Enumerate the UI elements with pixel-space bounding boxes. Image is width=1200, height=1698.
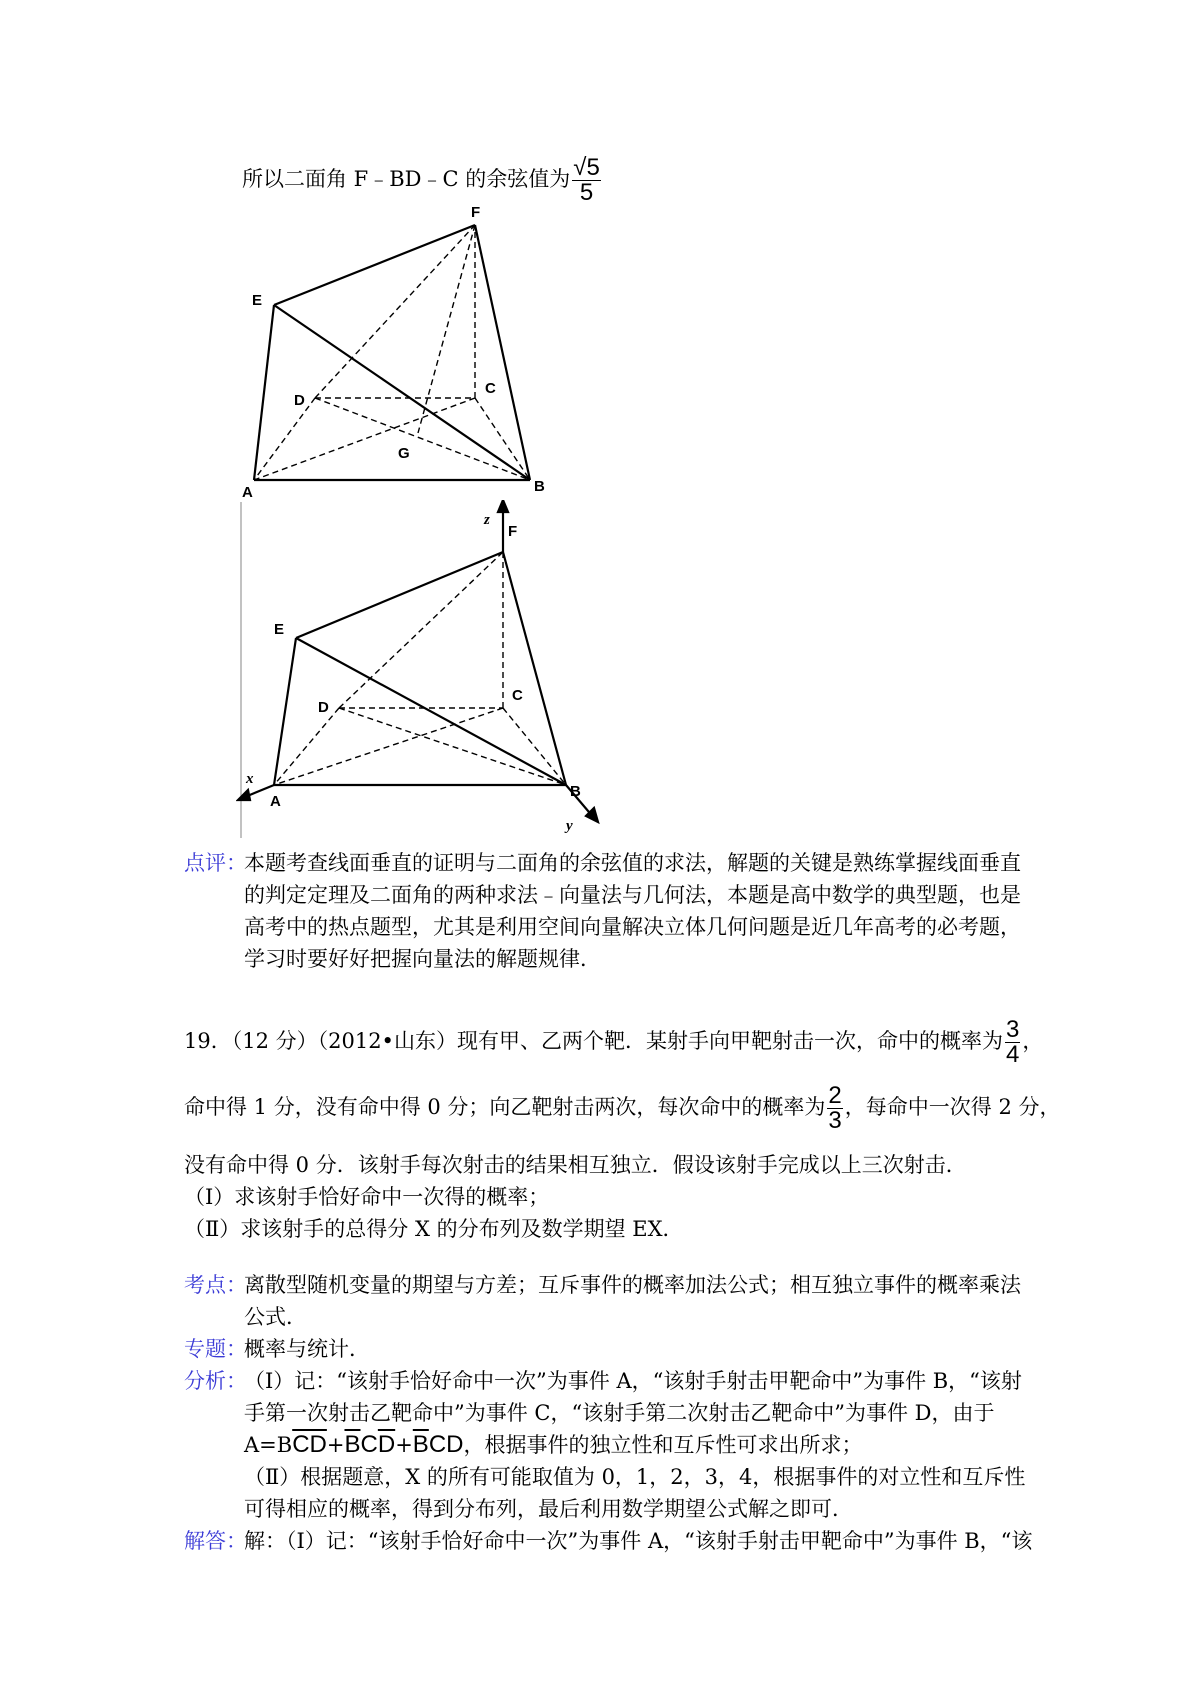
question-part-2: （Ⅱ）求该射手的总得分 X 的分布列及数学期望 EX． [184,1217,684,1241]
edge-EF [296,552,503,638]
label-A: A [270,793,281,810]
fraction-numerator: √5 [573,154,600,181]
cosine-fraction [572,156,601,205]
label-E: E [274,621,285,638]
label-D: D [318,699,329,716]
formula-prefix: A=B [244,1433,293,1457]
label-C: C [485,380,496,397]
edge-FB [503,552,566,785]
conclusion-line [242,156,603,205]
edge-CA [254,398,475,480]
fenxi-line-formula [244,1430,862,1460]
probability-fraction [1005,1018,1020,1067]
edge-EA [254,305,274,480]
label-A: A [242,484,253,501]
fraction-denominator: 5 [579,179,594,206]
edge-DF [339,552,503,708]
label-C: C [512,687,523,704]
edge-DB [315,398,530,480]
question-line-3: 没有命中得 0 分．该射手每次射击的结果相互独立．假设该射手完成以上三次射击． [184,1153,967,1177]
term-CD: CD [428,1431,464,1458]
edge-EF [274,225,475,305]
fraction-denominator: 4 [1005,1041,1020,1068]
label-E: E [252,292,263,309]
edge-DA [254,398,315,480]
comment-line: 的判定定理及二面角的两种求法﹣向量法与几何法，本题是高中数学的典型题，也是 [244,883,1021,907]
label-D: D [294,392,305,409]
fenxi-line: （Ⅰ）记：“该射手恰好命中一次”为事件 A，“该射手射击甲靶命中”为事件 B，“该射 [244,1369,1022,1393]
complement-D: $\overline{D}$ [377,1431,396,1458]
fraction-numerator: 2 [828,1082,842,1109]
question-text: ，每命中一次得 2 分， [844,1095,1061,1119]
formula-suffix: ，根据事件的独立性和互斥性可求出所求； [463,1433,863,1457]
question-text: ， [1022,1029,1044,1053]
label-F: F [508,523,518,540]
fenxi-line: 可得相应的概率，得到分布列，最后利用数学期望公式解之即可． [244,1497,853,1521]
fenxi-label: 分析： [184,1369,247,1393]
kaodian-line: 离散型随机变量的期望与方差；互斥事件的概率加法公式；相互独立事件的概率乘法 [244,1273,1021,1297]
comment-line: 高考中的热点题型，尤其是利用空间向量解决立体几何问题是近几年高考的必考题， [244,915,1021,939]
question-line-1 [184,1018,1043,1067]
question-text: 命中得 1 分，没有命中得 0 分；向乙靶射击两次，每次命中的概率为 [184,1095,826,1119]
complement-B: $\overline{B}$ [412,1431,429,1458]
label-G: G [398,445,410,462]
question-text: 19．（12 分）（2012•山东）现有甲、乙两个靶．某射手向甲靶射击一次，命中的概率为 [184,1029,1003,1053]
comment-label: 点评： [184,851,247,875]
fraction-denominator: 3 [828,1107,842,1134]
complement-B: $\overline{B}$ [344,1431,361,1458]
plus-sign: + [326,1433,345,1457]
edge-FB [475,225,530,480]
label-x-axis: x [246,771,254,787]
label-B: B [534,478,545,495]
label-z-axis: z [484,512,490,528]
probability-fraction [827,1084,842,1133]
comment-line: 本题考查线面垂直的证明与二面角的余弦值的求法，解题的关键是熟练掌握线面垂直 [244,851,1021,875]
edge-DB [339,708,566,785]
geometry-figure-2 [236,500,606,840]
fraction-numerator: 3 [1005,1016,1020,1043]
x-axis-arrow [238,790,250,800]
jieda-label: 解答： [184,1529,247,1553]
jieda-text: 解：（Ⅰ）记：“该射手恰好命中一次”为事件 A，“该射手射击甲靶命中”为事件 B，“该 [244,1529,1033,1553]
label-F: F [471,205,481,221]
comment-line: 学习时要好好把握向量法的解题规律． [244,947,601,971]
label-y-axis: y [566,818,573,834]
fenxi-line: 手第一次射击乙靶命中”为事件 C，“该射手第二次射击乙靶命中”为事件 D，由于 [244,1401,995,1425]
plus-sign: + [395,1433,413,1457]
z-axis-arrow [498,500,508,512]
question-part-1: （Ⅰ）求该射手恰好命中一次得的概率； [184,1185,550,1209]
zhuanti-label: 专题： [184,1337,247,1361]
geometry-figure-1 [240,205,570,505]
edge-DF [315,225,475,398]
conclusion-text: 所以二面角 F﹣BD﹣C 的余弦值为 [242,167,571,191]
zhuanti-text: 概率与统计． [244,1337,370,1361]
edge-CA [274,708,503,785]
label-B: B [570,783,581,800]
term-C: C [360,1431,378,1458]
kaodian-label: 考点： [184,1273,247,1297]
kaodian-line: 公式． [244,1305,307,1329]
question-line-2 [184,1084,1061,1133]
fenxi-line: （Ⅱ）根据题意，X 的所有可能取值为 0，1，2，3，4，根据事件的对立性和互斥性 [244,1465,1026,1489]
complement-CD: $\overline{CD}$ [292,1431,327,1458]
